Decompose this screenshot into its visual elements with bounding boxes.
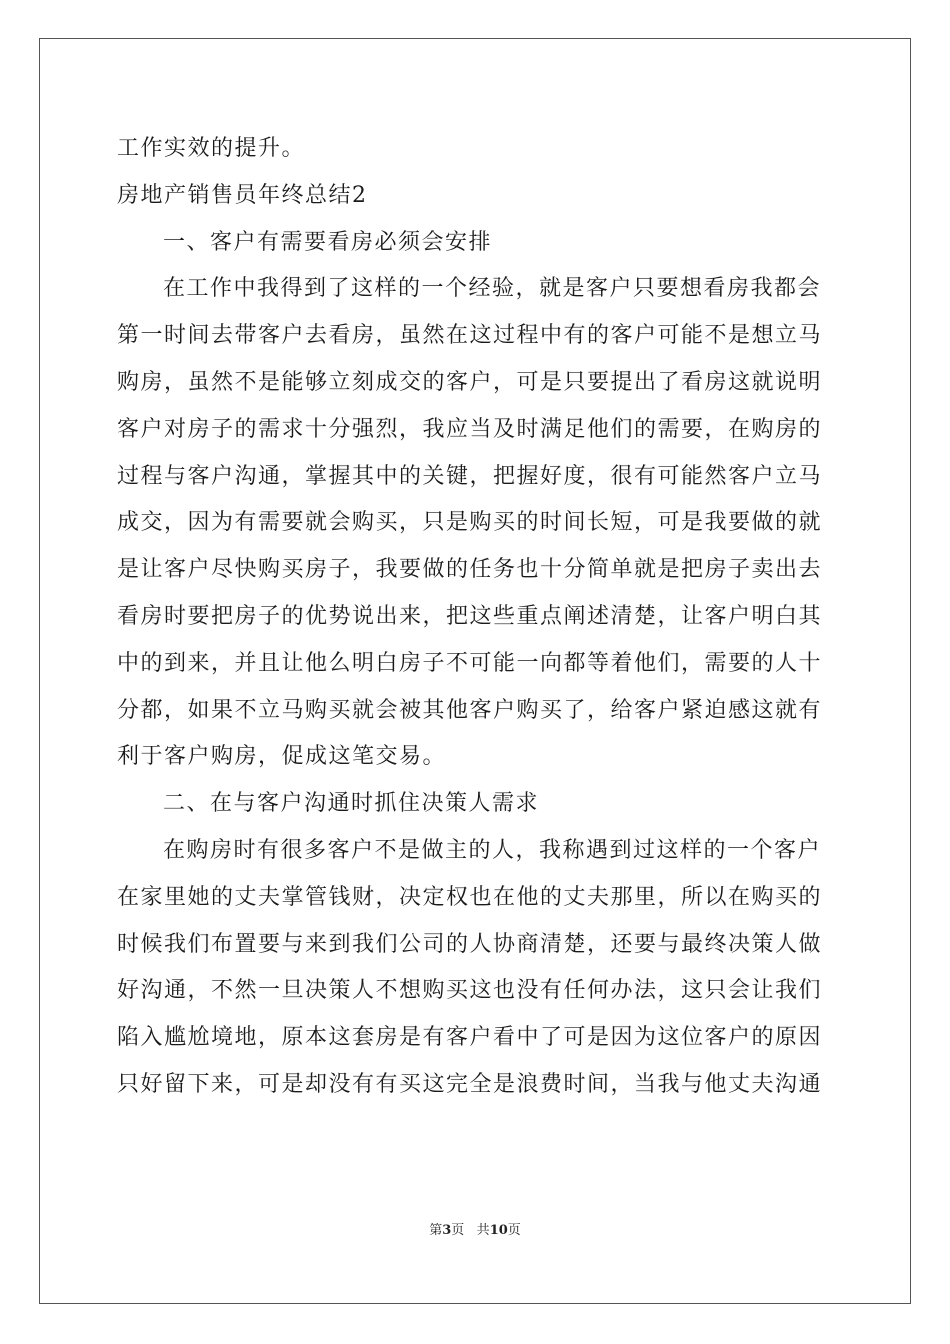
text-line: 好沟通，不然一旦决策人不想购买这也没有任何办法，这只会让我们 (117, 978, 823, 1004)
text-line: 在购房时有很多客户不是做主的人，我称遇到过这样的一个客户 (163, 837, 822, 863)
footer-page-number: 3 (442, 1223, 452, 1238)
text-line: 客户对房子的需求十分强烈，我应当及时满足他们的需要，在购房的 (117, 416, 823, 442)
text-line: 成交，因为有需要就会购买，只是购买的时间长短，可是我要做的就 (117, 510, 823, 536)
text-line: 房地产销售员年终总结2 (117, 182, 368, 208)
text-line: 第一时间去带客户去看房，虽然在这过程中有的客户可能不是想立马 (117, 323, 823, 349)
text-line: 中的到来，并且让他么明白房子不可能一向都等着他们，需要的人十 (117, 650, 823, 676)
text-line: 看房时要把房子的优势说出来，把这些重点阐述清楚，让客户明白其 (117, 603, 823, 629)
text-line: 一、客户有需要看房必须会安排 (163, 229, 493, 255)
document-body (117, 126, 835, 1109)
text-line: 过程与客户沟通，掌握其中的关键，把握好度，很有可能然客户立马 (117, 463, 823, 489)
text-line: 只好留下来，可是却没有有买这完全是浪费时间，当我与他丈夫沟通 (117, 1071, 823, 1097)
text-line: 是让客户尽快购买房子，我要做的任务也十分简单就是把房子卖出去 (117, 557, 823, 583)
footer-page-suffix: 页 (451, 1223, 465, 1238)
text-line: 工作实效的提升。 (117, 136, 306, 161)
footer-total-suffix: 页 (507, 1223, 521, 1238)
text-line: 在家里她的丈夫掌管钱财，决定权也在他的丈夫那里，所以在购买的 (117, 884, 823, 910)
footer-page-prefix: 第 (429, 1223, 443, 1238)
text-line: 利于客户购房，促成这笔交易。 (117, 744, 447, 770)
text-line: 分都，如果不立马购买就会被其他客户购买了，给客户紧迫感这就有 (117, 697, 823, 723)
footer-total-prefix: 共 (476, 1223, 490, 1238)
text-line: 二、在与客户沟通时抓住决策人需求 (163, 791, 540, 817)
text-line: 陷入尴尬境地，原本这套房是有客户看中了可是因为这位客户的原因 (117, 1025, 823, 1051)
text-line: 时候我们布置要与来到我们公司的人协商清楚，还要与最终决策人做 (117, 931, 823, 957)
text-line: 购房，虽然不是能够立刻成交的客户，可是只要提出了看房这就说明 (117, 369, 823, 395)
text-line: 在工作中我得到了这样的一个经验，就是客户只要想看房我都会 (163, 276, 822, 302)
page-footer (0, 1219, 950, 1238)
footer-total-pages: 10 (489, 1223, 508, 1238)
